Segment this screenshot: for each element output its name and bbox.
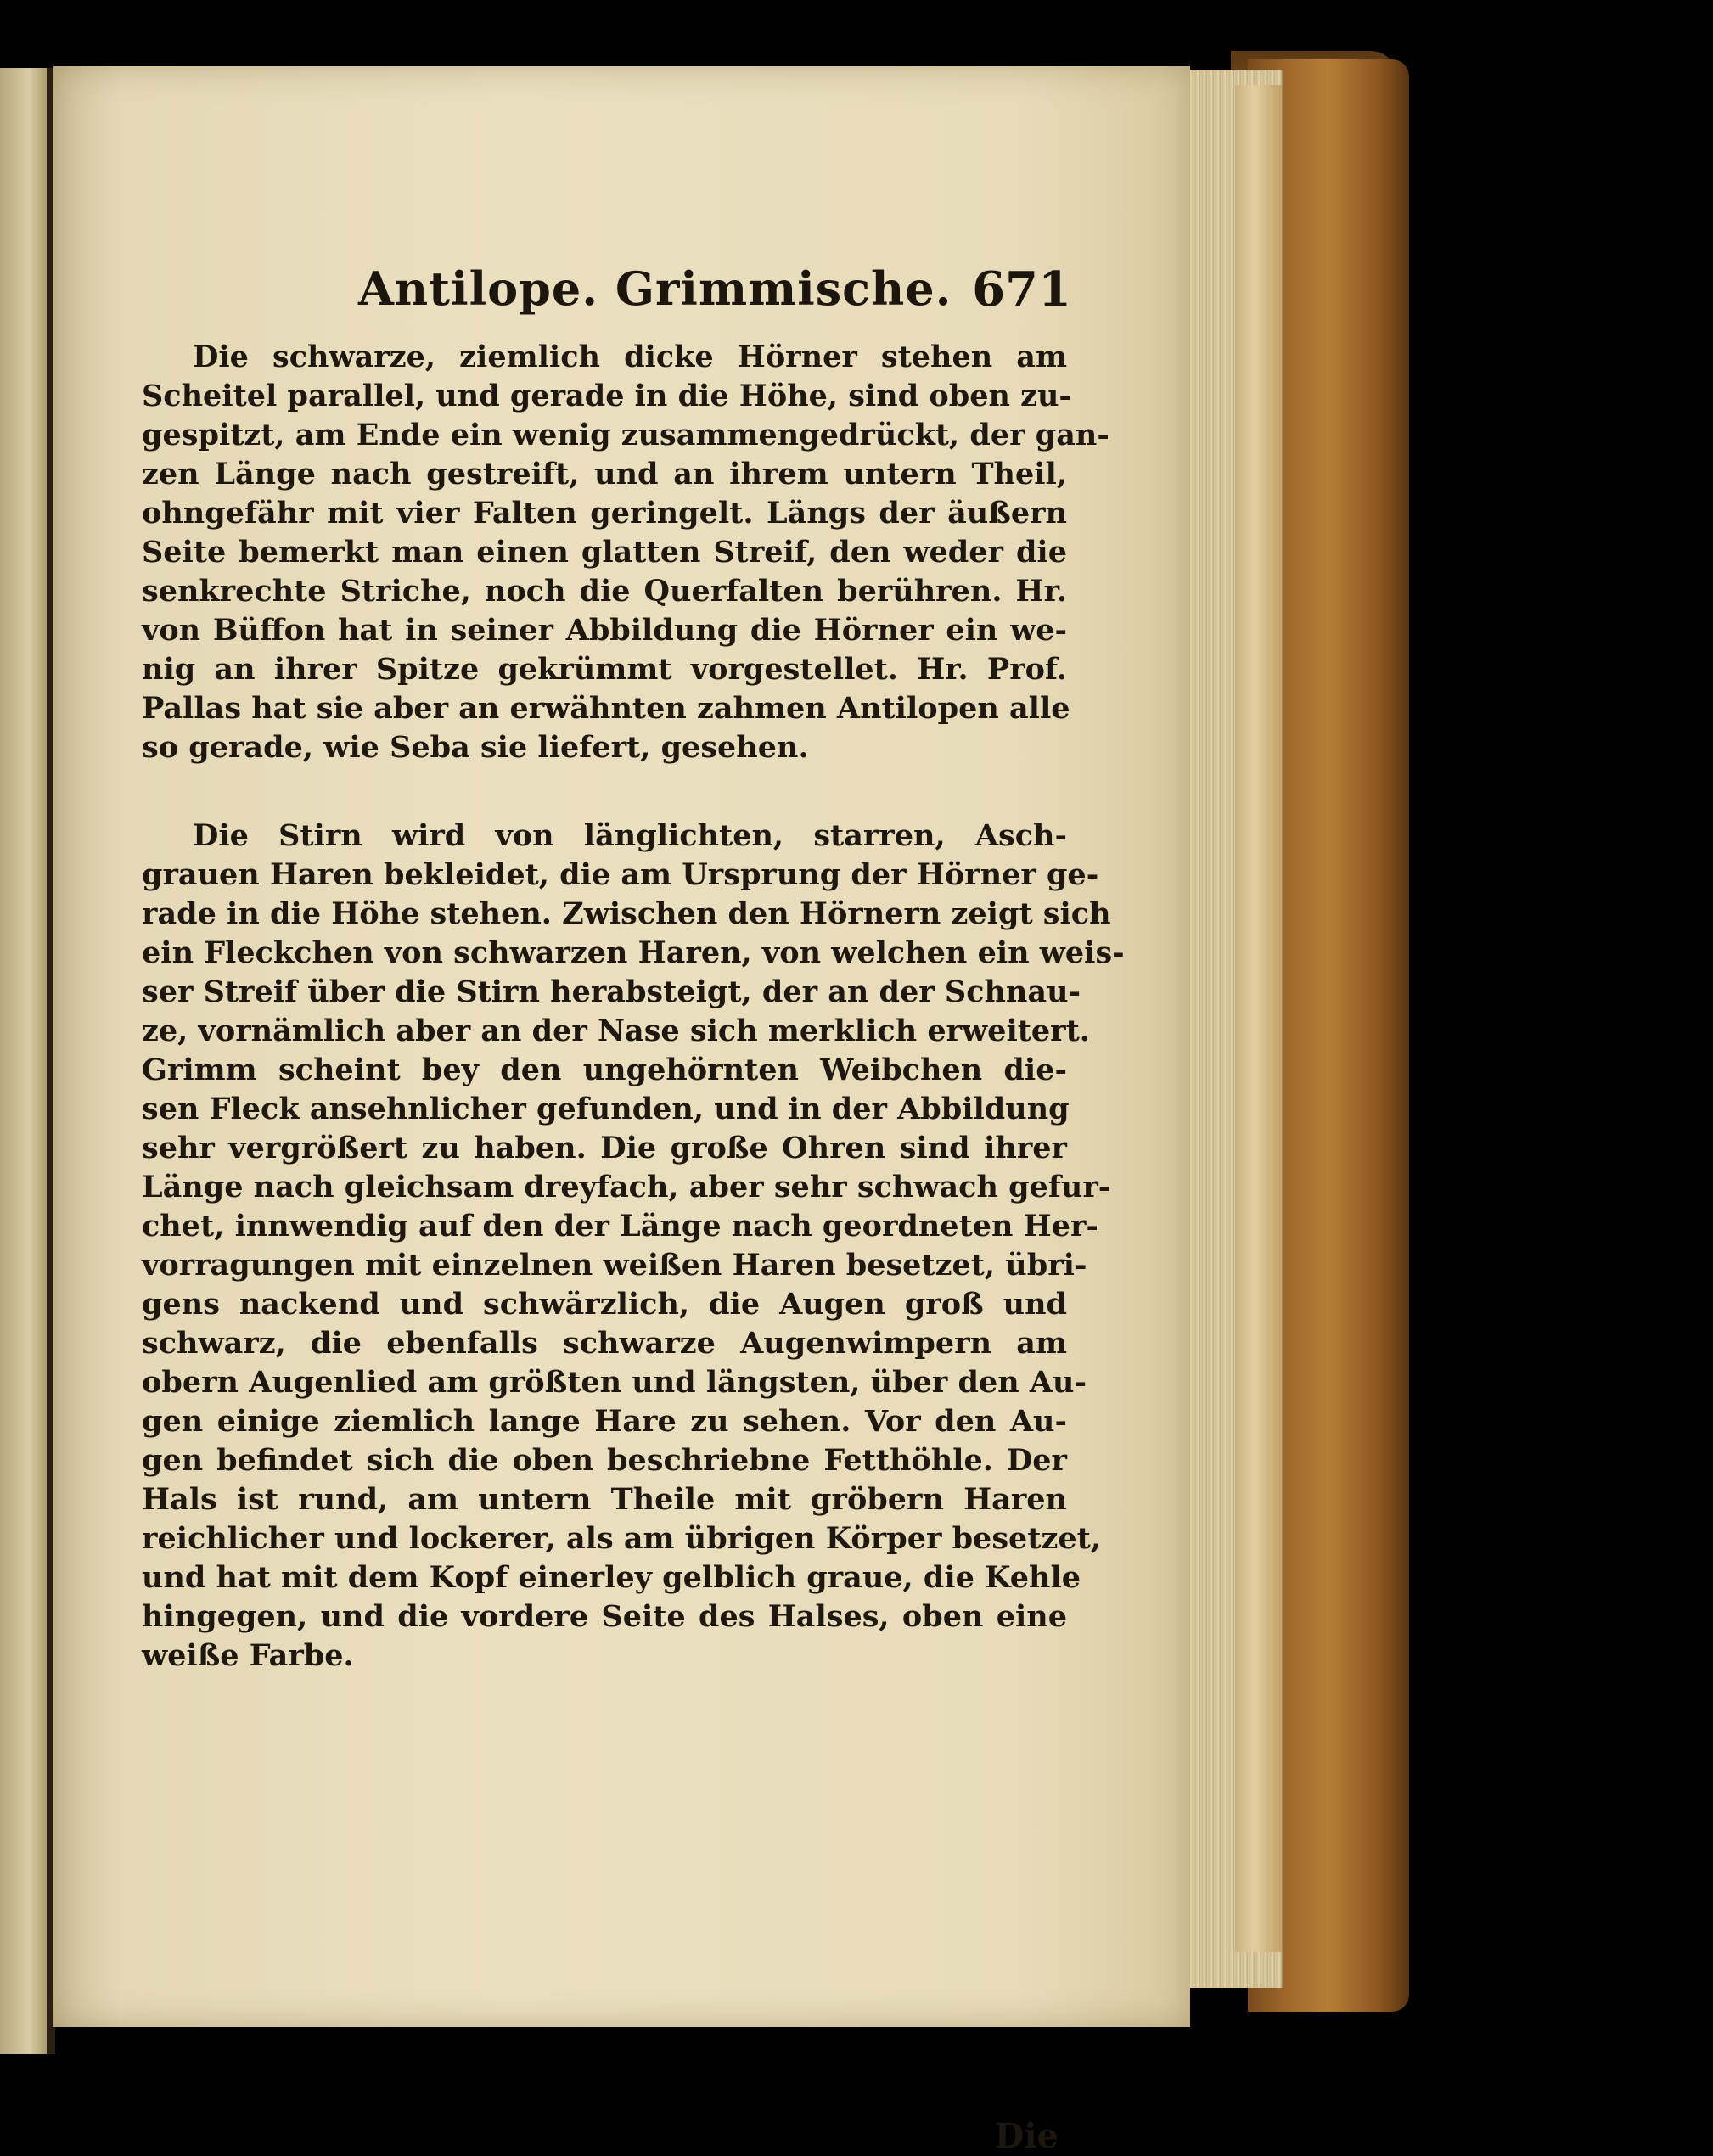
book-page <box>53 66 1190 2156</box>
text-line: zen Länge nach gestreift, und an ihrem untern Theil, <box>142 457 1067 491</box>
text-line: rade in die Höhe stehen. Zwischen den Hörnern zeigt sich <box>142 896 1111 931</box>
text-line: ze, vornämlich aber an der Nase sich merklich erweitert. <box>142 1013 1090 1048</box>
text-line: Pallas hat sie aber an erwähnten zahmen Antilopen alle <box>142 691 1070 726</box>
page-header <box>307 261 1071 321</box>
running-title: Antilope. Grimmische. <box>358 261 952 316</box>
catchword: Die <box>994 2116 1059 2156</box>
text-line: chet, innwendig auf den der Länge nach geordneten Her- <box>142 1209 1098 1244</box>
text-line: Länge nach gleichsam dreyfach, aber sehr schwach gefur- <box>142 1170 1111 1204</box>
paragraph-forehead <box>142 817 1125 1676</box>
left-page-edge <box>0 68 49 2054</box>
text-line: so gerade, wie Seba sie liefert, gesehen. <box>142 730 809 765</box>
page-edge-inner <box>1235 85 1282 1952</box>
paragraph-gap <box>142 767 1067 817</box>
text-line: und hat mit dem Kopf einerley gelblich graue, die Kehle <box>142 1560 1081 1595</box>
text-line: gens nackend und schwärzlich, die Augen groß und <box>142 1287 1067 1322</box>
paragraph-horns <box>142 338 1109 767</box>
text-line: Die schwarze, ziemlich dicke Hörner stehen am <box>193 340 1067 374</box>
text-line: schwarz, die ebenfalls schwarze Augenwimpern am <box>142 1326 1067 1361</box>
text-line: ohngefähr mit vier Falten geringelt. Längs der äußern <box>142 496 1067 531</box>
text-line: Scheitel parallel, und gerade in die Höhe, sind oben zu- <box>142 379 1071 413</box>
text-line: sehr vergrößert zu haben. Die große Ohren sind ihrer <box>142 1131 1067 1165</box>
text-line: gen befindet sich die oben beschriebne Fetthöhle. Der <box>142 1443 1067 1478</box>
text-line: senkrechte Striche, noch die Querfalten berühren. Hr. <box>142 574 1067 609</box>
text-line: Grimm scheint bey den ungehörnten Weibchen die- <box>142 1053 1067 1087</box>
text-line: ser Streif über die Stirn herabsteigt, der an der Schnau- <box>142 974 1081 1009</box>
text-line: gen einige ziemlich lange Hare zu sehen. Vor den Au- <box>142 1404 1067 1439</box>
text-line: sen Fleck ansehnlicher gefunden, und in der Abbildung <box>142 1092 1070 1126</box>
text-line: gespitzt, am Ende ein wenig zusammengedrückt, der gan- <box>142 418 1109 452</box>
text-line: von Büffon hat in seiner Abbildung die Hörner ein we- <box>142 613 1067 648</box>
text-line: weiße Farbe. <box>142 1638 354 1673</box>
text-line: grauen Haren bekleidet, die am Ursprung der Hörner ge- <box>142 857 1099 892</box>
text-line: Hals ist rund, am untern Theile mit gröbern Haren <box>142 1482 1067 1517</box>
text-line: vorragungen mit einzelnen weißen Haren besetzet, übri- <box>142 1248 1087 1283</box>
text-line: Seite bemerkt man einen glatten Streif, den weder die <box>142 535 1067 570</box>
text-line: ein Fleckchen von schwarzen Haren, von welchen ein weis- <box>142 935 1125 970</box>
page-number: 671 <box>972 261 1071 317</box>
text-line: reichlicher und lockerer, als am übrigen Körper besetzet, <box>142 1521 1101 1556</box>
text-line: obern Augenlied am größten und längsten, über den Au- <box>142 1365 1087 1400</box>
body-text <box>142 338 1125 2156</box>
text-line: Die Stirn wird von länglichten, starren, Asch- <box>193 818 1067 853</box>
text-line: hingegen, und die vordere Seite des Halses, oben eine <box>142 1599 1067 1634</box>
text-line: nig an ihrer Spitze gekrümmt vorgestellet. Hr. Prof. <box>142 652 1067 687</box>
